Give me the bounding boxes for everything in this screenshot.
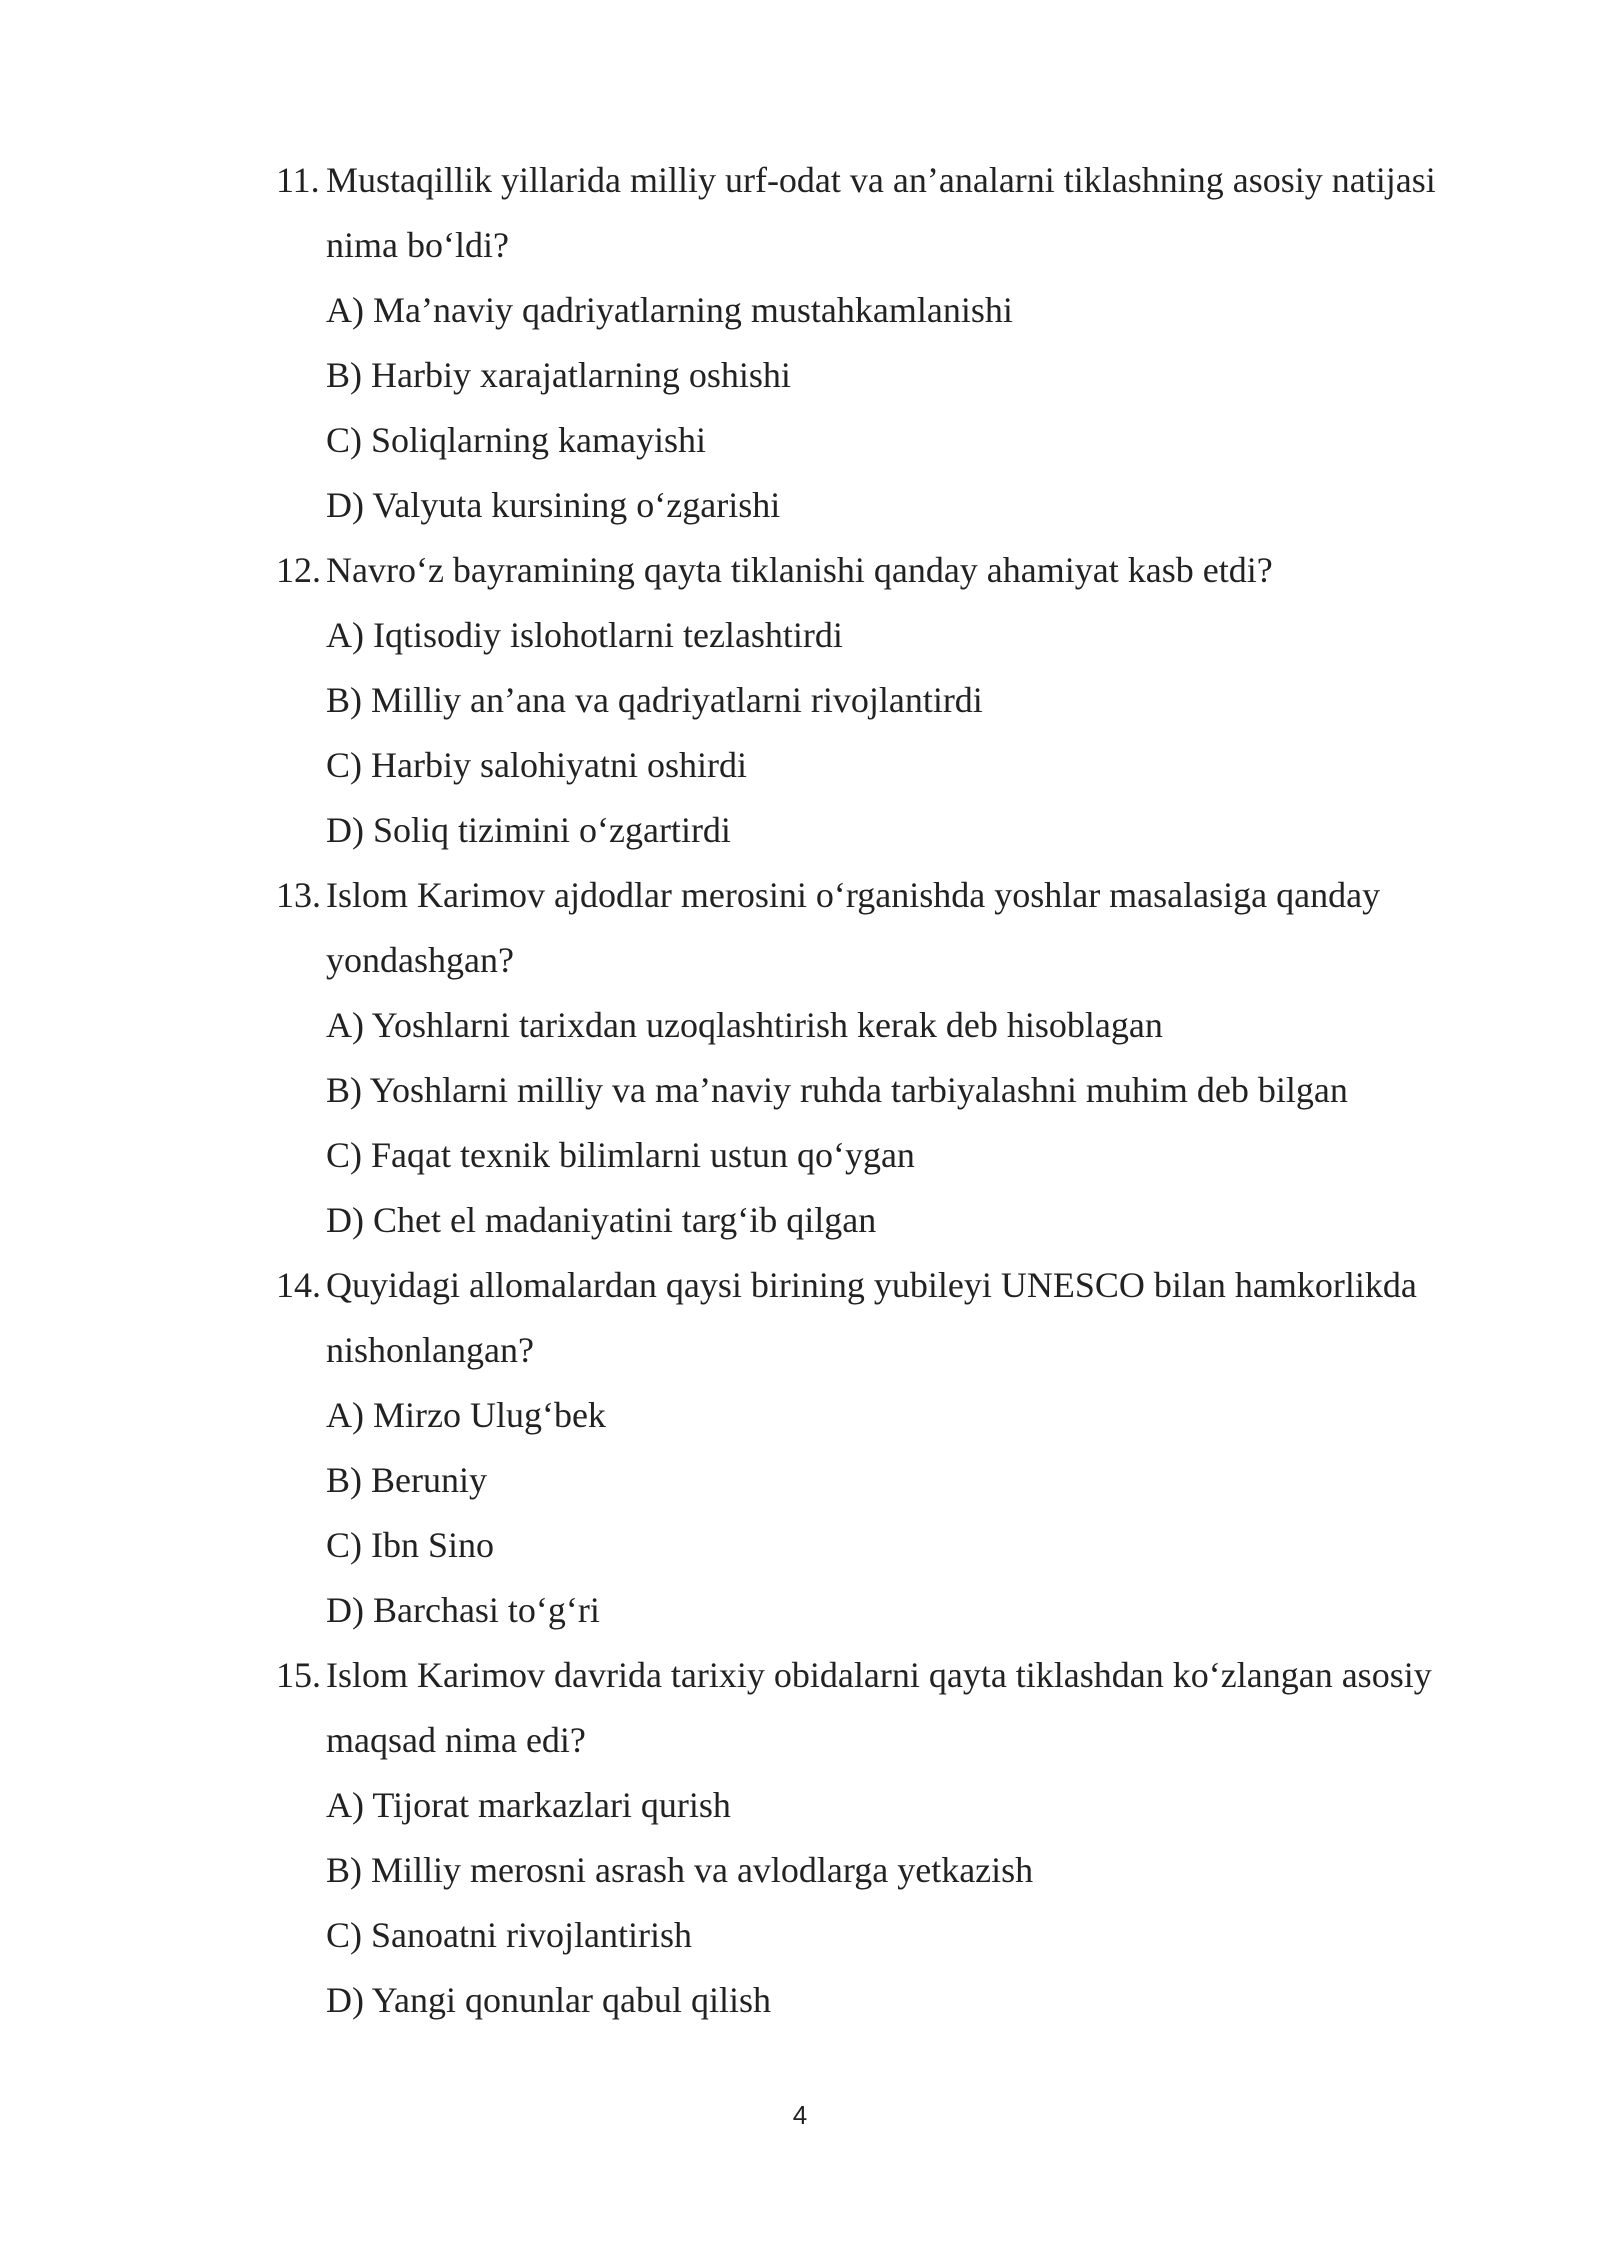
answer-option: A) Iqtisodiy islohotlarni tezlashtirdi [326, 615, 843, 655]
question-number: 14. [276, 1265, 321, 1305]
answer-option: C) Harbiy salohiyatni oshirdi [326, 745, 747, 785]
answer-option: A) Ma’naviy qadriyatlarning mustahkamlanishi [326, 290, 1013, 330]
question-text: Navro‘z bayramining qayta tiklanishi qanday ahamiyat kasb etdi? [326, 550, 1273, 590]
question-block [276, 1643, 1496, 2033]
answer-option: A) Yoshlarni tarixdan uzoqlashtirish kerak deb hisoblagan [326, 1005, 1163, 1045]
question-text: Quyidagi allomalardan qaysi birining yubileyi UNESCO bilan hamkorlikda nishonlangan? [326, 1265, 1417, 1370]
answer-option: B) Milliy an’ana va qadriyatlarni rivojlantirdi [326, 680, 983, 720]
question-number: 11. [276, 160, 320, 200]
answer-option: D) Chet el madaniyatini targ‘ib qilgan [326, 1200, 877, 1240]
question-block [276, 1253, 1496, 1643]
question-number: 15. [276, 1655, 321, 1695]
page-number: 4 [792, 2100, 808, 2130]
question-block [276, 863, 1496, 1253]
question [276, 863, 1496, 993]
answer-option: C) Soliqlarning kamayishi [326, 420, 706, 460]
question-number: 13. [276, 875, 321, 915]
question-block [276, 538, 1496, 863]
question-text: Mustaqillik yillarida milliy urf-odat va an’analarni tiklashning asosiy natijasi nima bo‘ldi? [326, 160, 1436, 265]
answer-option: C) Ibn Sino [326, 1525, 495, 1565]
answer-option: D) Soliq tizimini o‘zgartirdi [326, 810, 731, 850]
answer-option: B) Milliy merosni asrash va avlodlarga yetkazish [326, 1850, 1034, 1890]
answer-option: D) Valyuta kursining o‘zgarishi [326, 485, 781, 525]
question-list [276, 148, 1496, 2033]
question [276, 1253, 1496, 1383]
question-text: Islom Karimov davrida tarixiy obidalarni qayta tiklashdan ko‘zlangan asosiy maqsad nima edi? [326, 1655, 1432, 1760]
answer-option: A) Tijorat markazlari qurish [326, 1785, 731, 1825]
question-text: Islom Karimov ajdodlar merosini o‘rganishda yoshlar masalasiga qanday yondashgan? [326, 875, 1381, 980]
question [276, 538, 1496, 603]
answer-option: C) Faqat texnik bilimlarni ustun qo‘ygan [326, 1135, 915, 1175]
answer-option: D) Yangi qonunlar qabul qilish [326, 1980, 771, 2020]
answer-option: A) Mirzo Ulug‘bek [326, 1395, 606, 1435]
answer-option: D) Barchasi to‘g‘ri [326, 1590, 600, 1630]
question-block [276, 148, 1496, 538]
question-number: 12. [276, 550, 321, 590]
question [276, 1643, 1496, 1773]
answer-option: B) Harbiy xarajatlarning oshishi [326, 355, 791, 395]
answer-option: B) Yoshlarni milliy va ma’naviy ruhda tarbiyalashni muhim deb bilgan [326, 1070, 1348, 1110]
question [276, 148, 1496, 278]
answer-option: B) Beruniy [326, 1460, 487, 1500]
answer-option: C) Sanoatni rivojlantirish [326, 1915, 692, 1955]
